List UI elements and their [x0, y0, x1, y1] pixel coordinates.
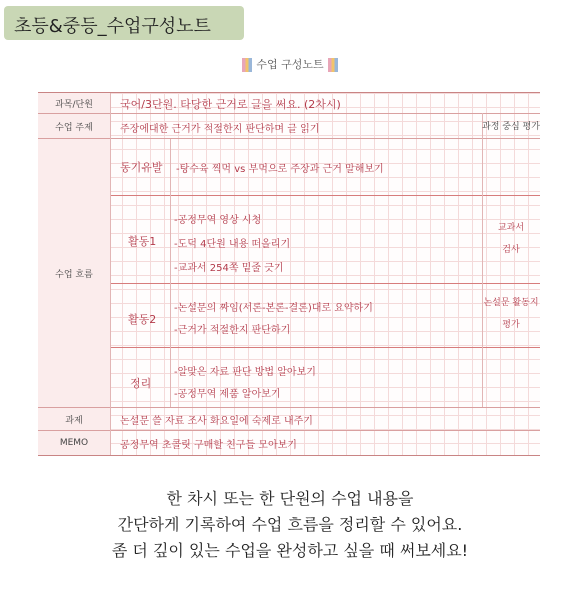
flow-divider: [110, 347, 540, 348]
doc-title: [0, 56, 580, 72]
row-divider: [38, 407, 540, 408]
header-tab: [4, 6, 244, 40]
topic-label: 수업 주제: [38, 114, 110, 138]
flow-label: 수업 흐름: [38, 139, 110, 407]
flow-step-label: 활동1: [128, 235, 157, 248]
flow-divider: [110, 195, 540, 196]
topic-value: 주장에대한 근거가 적절한지 판단하며 글 읽기: [120, 124, 320, 135]
caption-line: 간단하게 기록하여 수업 흐름을 정리할 수 있어요.: [117, 515, 463, 534]
flow-item: -논설문의 짜임(서론-본론-결론)대로 요약하기: [174, 303, 373, 314]
eval-note: [482, 217, 540, 261]
homework-value: 논설문 쓸 자료 조사 화요일에 숙제로 내주기: [120, 416, 313, 427]
doc-title-text: 수업 구성노트: [256, 58, 324, 71]
flow-step-label: 동기유발: [120, 161, 163, 174]
flow-divider: [110, 283, 540, 284]
lesson-note-table: [38, 92, 540, 456]
subject-label: 과목/단원: [38, 93, 110, 113]
flow-step-label: 정리: [130, 377, 152, 390]
flow-item: -도덕 4단원 내용 떠올리기: [174, 239, 291, 250]
homework-label: 과제: [38, 408, 110, 430]
flow-item: -교과서 254쪽 밑줄 긋기: [174, 263, 284, 274]
flow-step-label: 활동2: [128, 313, 157, 326]
col-divider: [110, 93, 111, 455]
eval-note: [482, 292, 540, 336]
row-divider: [38, 430, 540, 431]
caption-line: 좀 더 깊이 있는 수업을 완성하고 싶을 때 써보세요!: [111, 541, 469, 560]
eval-note-line: 검사: [502, 245, 520, 255]
flow-item: -근거가 적절한지 판단하기: [174, 325, 291, 336]
flow-item: -공정무역 제품 알아보기: [174, 389, 281, 400]
flow-item: -알맞은 자료 판단 방법 알아보기: [174, 367, 316, 378]
book-icon: [242, 58, 252, 72]
row-divider: [38, 138, 540, 139]
eval-header: 과정 중심 평가: [482, 121, 540, 132]
eval-note-line: 평가: [502, 320, 520, 330]
caption-line: 한 차시 또는 한 단원의 수업 내용을: [166, 489, 414, 508]
memo-value: 공정무역 초콜릿 구매할 친구들 모아보기: [120, 440, 297, 451]
eval-note-line: 교과서: [497, 223, 525, 233]
flow-item: -공정무역 영상 시청: [174, 215, 262, 226]
eval-note-line: 논설문 활동지: [483, 298, 539, 308]
col-divider: [170, 139, 171, 407]
flow-item: -탕수육 찍먹 vs 부먹으로 주장과 근거 말해보기: [176, 164, 384, 175]
row-divider: [38, 113, 540, 114]
header-title: 초등&중등_수업구성노트: [14, 16, 211, 37]
subject-value: 국어/3단원. 타당한 근거로 글을 써요. (2차시): [120, 98, 341, 111]
caption: [0, 486, 580, 564]
memo-label: MEMO: [38, 431, 110, 455]
book-icon-right: [328, 58, 338, 72]
